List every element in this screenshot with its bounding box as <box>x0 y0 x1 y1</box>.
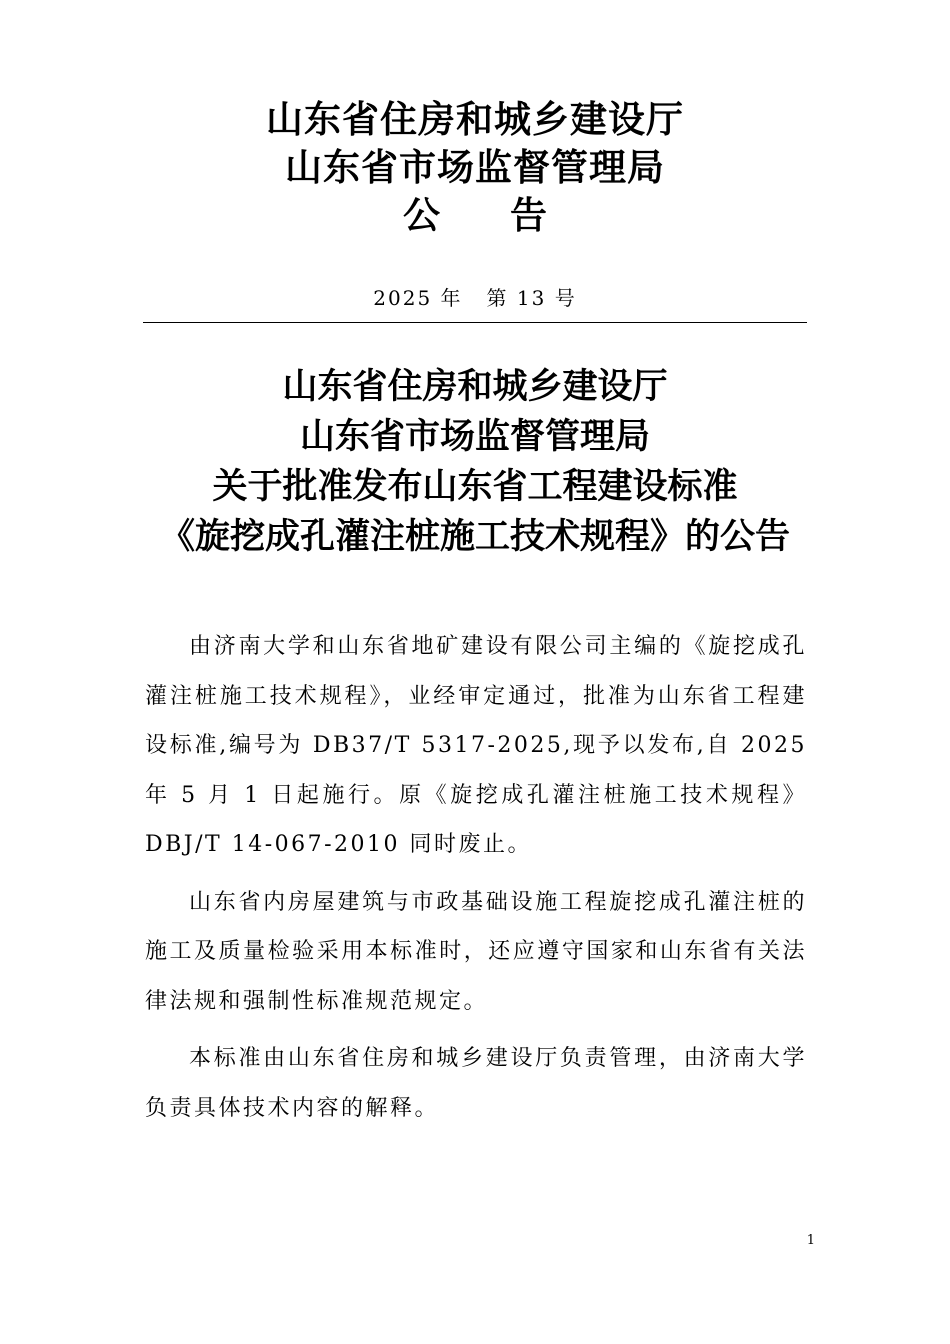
notice-heading-char-1: 公 <box>403 193 440 237</box>
title-line-1: 山东省住房和城乡建设厅 <box>282 366 668 407</box>
header-divider <box>143 322 807 323</box>
title-line-2: 山东省市场监督管理局 <box>299 416 650 457</box>
body-paragraph-2: 山东省内房屋建筑与市政基础设施工程旋挖成孔灌注桩的施工及质量检验采用本标准时，还应遵守国家和山东省有关法律法规和强制性标准规范规定。 <box>145 889 807 1014</box>
issuing-org-1: 山东省住房和城乡建设厅 <box>266 97 684 141</box>
notice-heading <box>0 193 950 237</box>
notice-body <box>145 622 807 1141</box>
document-serial: 第 13 号 <box>486 286 577 310</box>
notice-title <box>0 362 950 562</box>
document-year: 2025 年 <box>373 286 463 310</box>
document-number <box>0 284 950 312</box>
body-paragraph-3: 本标准由山东省住房和城乡建设厅负责管理，由济南大学负责具体技术内容的解释。 <box>145 1046 807 1121</box>
title-line-4: 《旋挖成孔灌注桩施工技术规程》的公告 <box>159 516 790 557</box>
issuing-org-2: 山东省市场监督管理局 <box>285 145 665 189</box>
notice-heading-char-2: 告 <box>510 193 547 237</box>
body-paragraph-1: 由济南大学和山东省地矿建设有限公司主编的《旋挖成孔灌注桩施工技术规程》，业经审定通过，批准为山东省工程建设标准,编号为 DB37/T 5317-2025,现予以发布,自 2025 年 5 月 1 日起施行。原《旋挖成孔灌注桩施工技术规程》DBJ/T 14-067-2010 同时废止。 <box>145 634 807 857</box>
title-line-3: 关于批准发布山东省工程建设标准 <box>212 466 738 507</box>
page-number: 1 <box>806 1233 815 1248</box>
